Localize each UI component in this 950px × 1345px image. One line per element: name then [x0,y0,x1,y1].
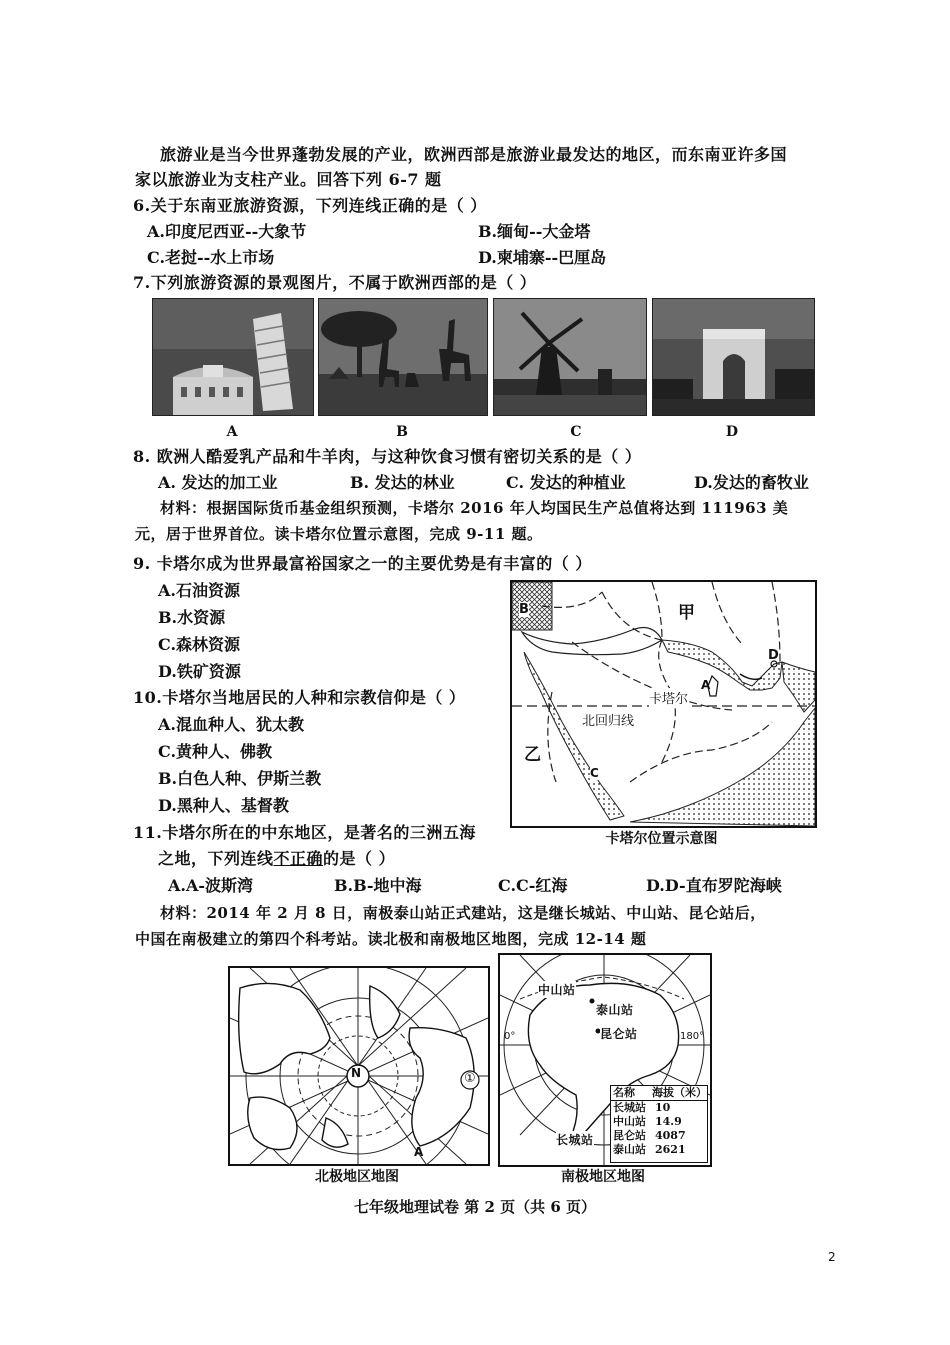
qatar-map-caption: 卡塔尔位置示意图 [605,831,718,847]
question-11-stem-underlined: 不正确 [273,849,324,868]
intro-line-1: 旅游业是当今世界蓬勃发展的产业，欧洲西部是旅游业最发达的地区，而东南亚许多国 [160,145,788,164]
material-1-line-2: 元，居于世界首位。读卡塔尔位置示意图，完成 9-11 题。 [135,525,543,543]
south-map-label-zhongshan: 中山站 [538,983,576,997]
question-8-stem: 8. 欧洲人酷爱乳产品和牛羊肉，与这种饮食习惯有密切关系的是（ ） [133,447,642,466]
qatar-map-label-c: C [590,766,600,780]
south-map-label-changcheng: 长城站 [556,1133,594,1147]
station-table-cell-elev: 14.9 [655,1115,682,1128]
question-11-stem-line-1: 11.卡塔尔所在的中东地区，是著名的三洲五海 [133,823,476,842]
question-10-option-2: C.黄种人、佛教 [158,742,273,761]
question-9-option-a: A.石油资源 [158,581,240,600]
question-11-option-a: A.A-波斯湾 [168,876,254,895]
question-9-option-b: B.水资源 [158,608,226,627]
question-9-option-c: C.森林资源 [158,635,241,654]
question-8-option-b: B. 发达的林业 [350,473,455,492]
station-table-cell-name: 中山站 [613,1115,646,1128]
question-6-option-b: B.缅甸--大金塔 [478,222,591,241]
photo-d-arc-de-triomphe [652,298,815,416]
station-elevation-table [610,1085,708,1163]
photo-a-leaning-tower [152,298,314,416]
question-11-option-c: C.C-红海 [498,876,568,895]
question-11-option-d: D.D-直布罗陀海峡 [646,876,782,895]
page-number: 2 [828,1250,836,1264]
question-8-option-d: D.发达的畜牧业 [694,473,809,492]
photo-b-savanna-giraffes [318,298,488,416]
qatar-map-label-tropic: 北回归线 [582,710,634,729]
qatar-location-map [510,580,817,828]
station-table-cell-name: 泰山站 [613,1143,646,1156]
question-6-option-c: C.老挝--水上市场 [147,248,275,267]
station-table-cell-name: 昆仑站 [613,1129,646,1142]
station-table-row [611,1115,707,1129]
qatar-map-label-a: A [701,678,711,692]
material-1-line-1: 材料：根据国际货币基金组织预测，卡塔尔 2016 年人均国民生产总值将达到 111963 美 [160,499,789,517]
question-6-option-d: D.柬埔寨--巴厘岛 [478,248,607,267]
question-10-option-4: D.黑种人、基督教 [158,796,289,815]
south-map-caption: 南极地区地图 [561,1169,645,1185]
south-map-label-kunlun: 昆仑站 [600,1027,638,1041]
qatar-map-label-yi: 乙 [524,745,542,765]
south-map-label-180deg: 180° [680,1031,705,1042]
question-9-stem: 9. 卡塔尔成为世界最富裕国家之一的主要优势是有丰富的（ ） [133,554,592,573]
south-map-label-taishan: 泰山站 [596,1003,634,1017]
station-table-cell-name: 长城站 [613,1101,646,1114]
station-table-header-name: 名称 [613,1086,635,1099]
photo-c-windmill [493,298,647,416]
station-table-cell-elev: 2621 [655,1143,686,1156]
photo-label-b: B [396,424,408,440]
question-11-stem-line-2 [158,846,395,869]
station-table-cell-elev: 4087 [655,1129,686,1142]
station-table-row [611,1143,707,1157]
qatar-map-label-d: D [768,648,780,663]
question-6-option-a: A.印度尼西亚--大象节 [147,222,307,241]
north-pole-map [228,966,490,1166]
question-10-option-3: B.白色人种、伊斯兰教 [158,769,322,788]
material-2-line-1: 材料：2014 年 2 月 8 日，南极泰山站正式建站，这是继长城站、中山站、昆仑站后， [160,904,766,922]
qatar-map-label-qatar: 卡塔尔 [649,688,688,707]
south-pole-map [498,953,712,1167]
question-8-option-a: A. 发达的加工业 [158,473,278,492]
station-table-row [611,1101,707,1115]
station-table-header-elev: 海拔（米） [652,1086,707,1099]
question-10-stem: 10.卡塔尔当地居民的人种和宗教信仰是（ ） [133,688,466,707]
north-map-label-a: A [414,1145,424,1159]
question-7-stem: 7.下列旅游资源的景观图片，不属于欧洲西部的是（ ） [133,273,537,292]
question-11-stem-part-3: 的是（ ） [323,849,396,868]
question-8-option-c: C. 发达的种植业 [506,473,626,492]
intro-line-2: 家以旅游业为支柱产业。回答下列 6-7 题 [135,170,442,189]
photo-label-a: A [226,424,238,440]
south-map-label-0deg: 0° [504,1031,516,1042]
station-table-header [611,1086,707,1101]
photo-label-c: C [570,424,582,440]
north-map-caption: 北极地区地图 [315,1169,399,1185]
material-2-line-2: 中国在南极建立的第四个科考站。读北极和南极地区地图，完成 12-14 题 [135,930,647,948]
qatar-map-label-b: B [519,602,530,617]
north-map-label-n: N [351,1066,362,1080]
question-6-stem: 6.关于东南亚旅游资源，下列连线正确的是（ ） [133,196,487,215]
question-11-option-b: B.B-地中海 [334,876,422,895]
question-10-option-1: A.混血种人、犹太教 [158,715,304,734]
station-table-cell-elev: 10 [655,1101,671,1114]
photo-label-d: D [725,424,739,440]
question-9-option-d: D.铁矿资源 [158,662,241,681]
qatar-map-label-jia: 甲 [678,603,696,623]
station-table-row [611,1129,707,1143]
north-map-label-1: ① [464,1071,476,1086]
question-11-stem-part-1: 之地，下列连线 [158,849,274,868]
page-footer: 七年级地理试卷 第 2 页（共 6 页） [354,1198,596,1216]
